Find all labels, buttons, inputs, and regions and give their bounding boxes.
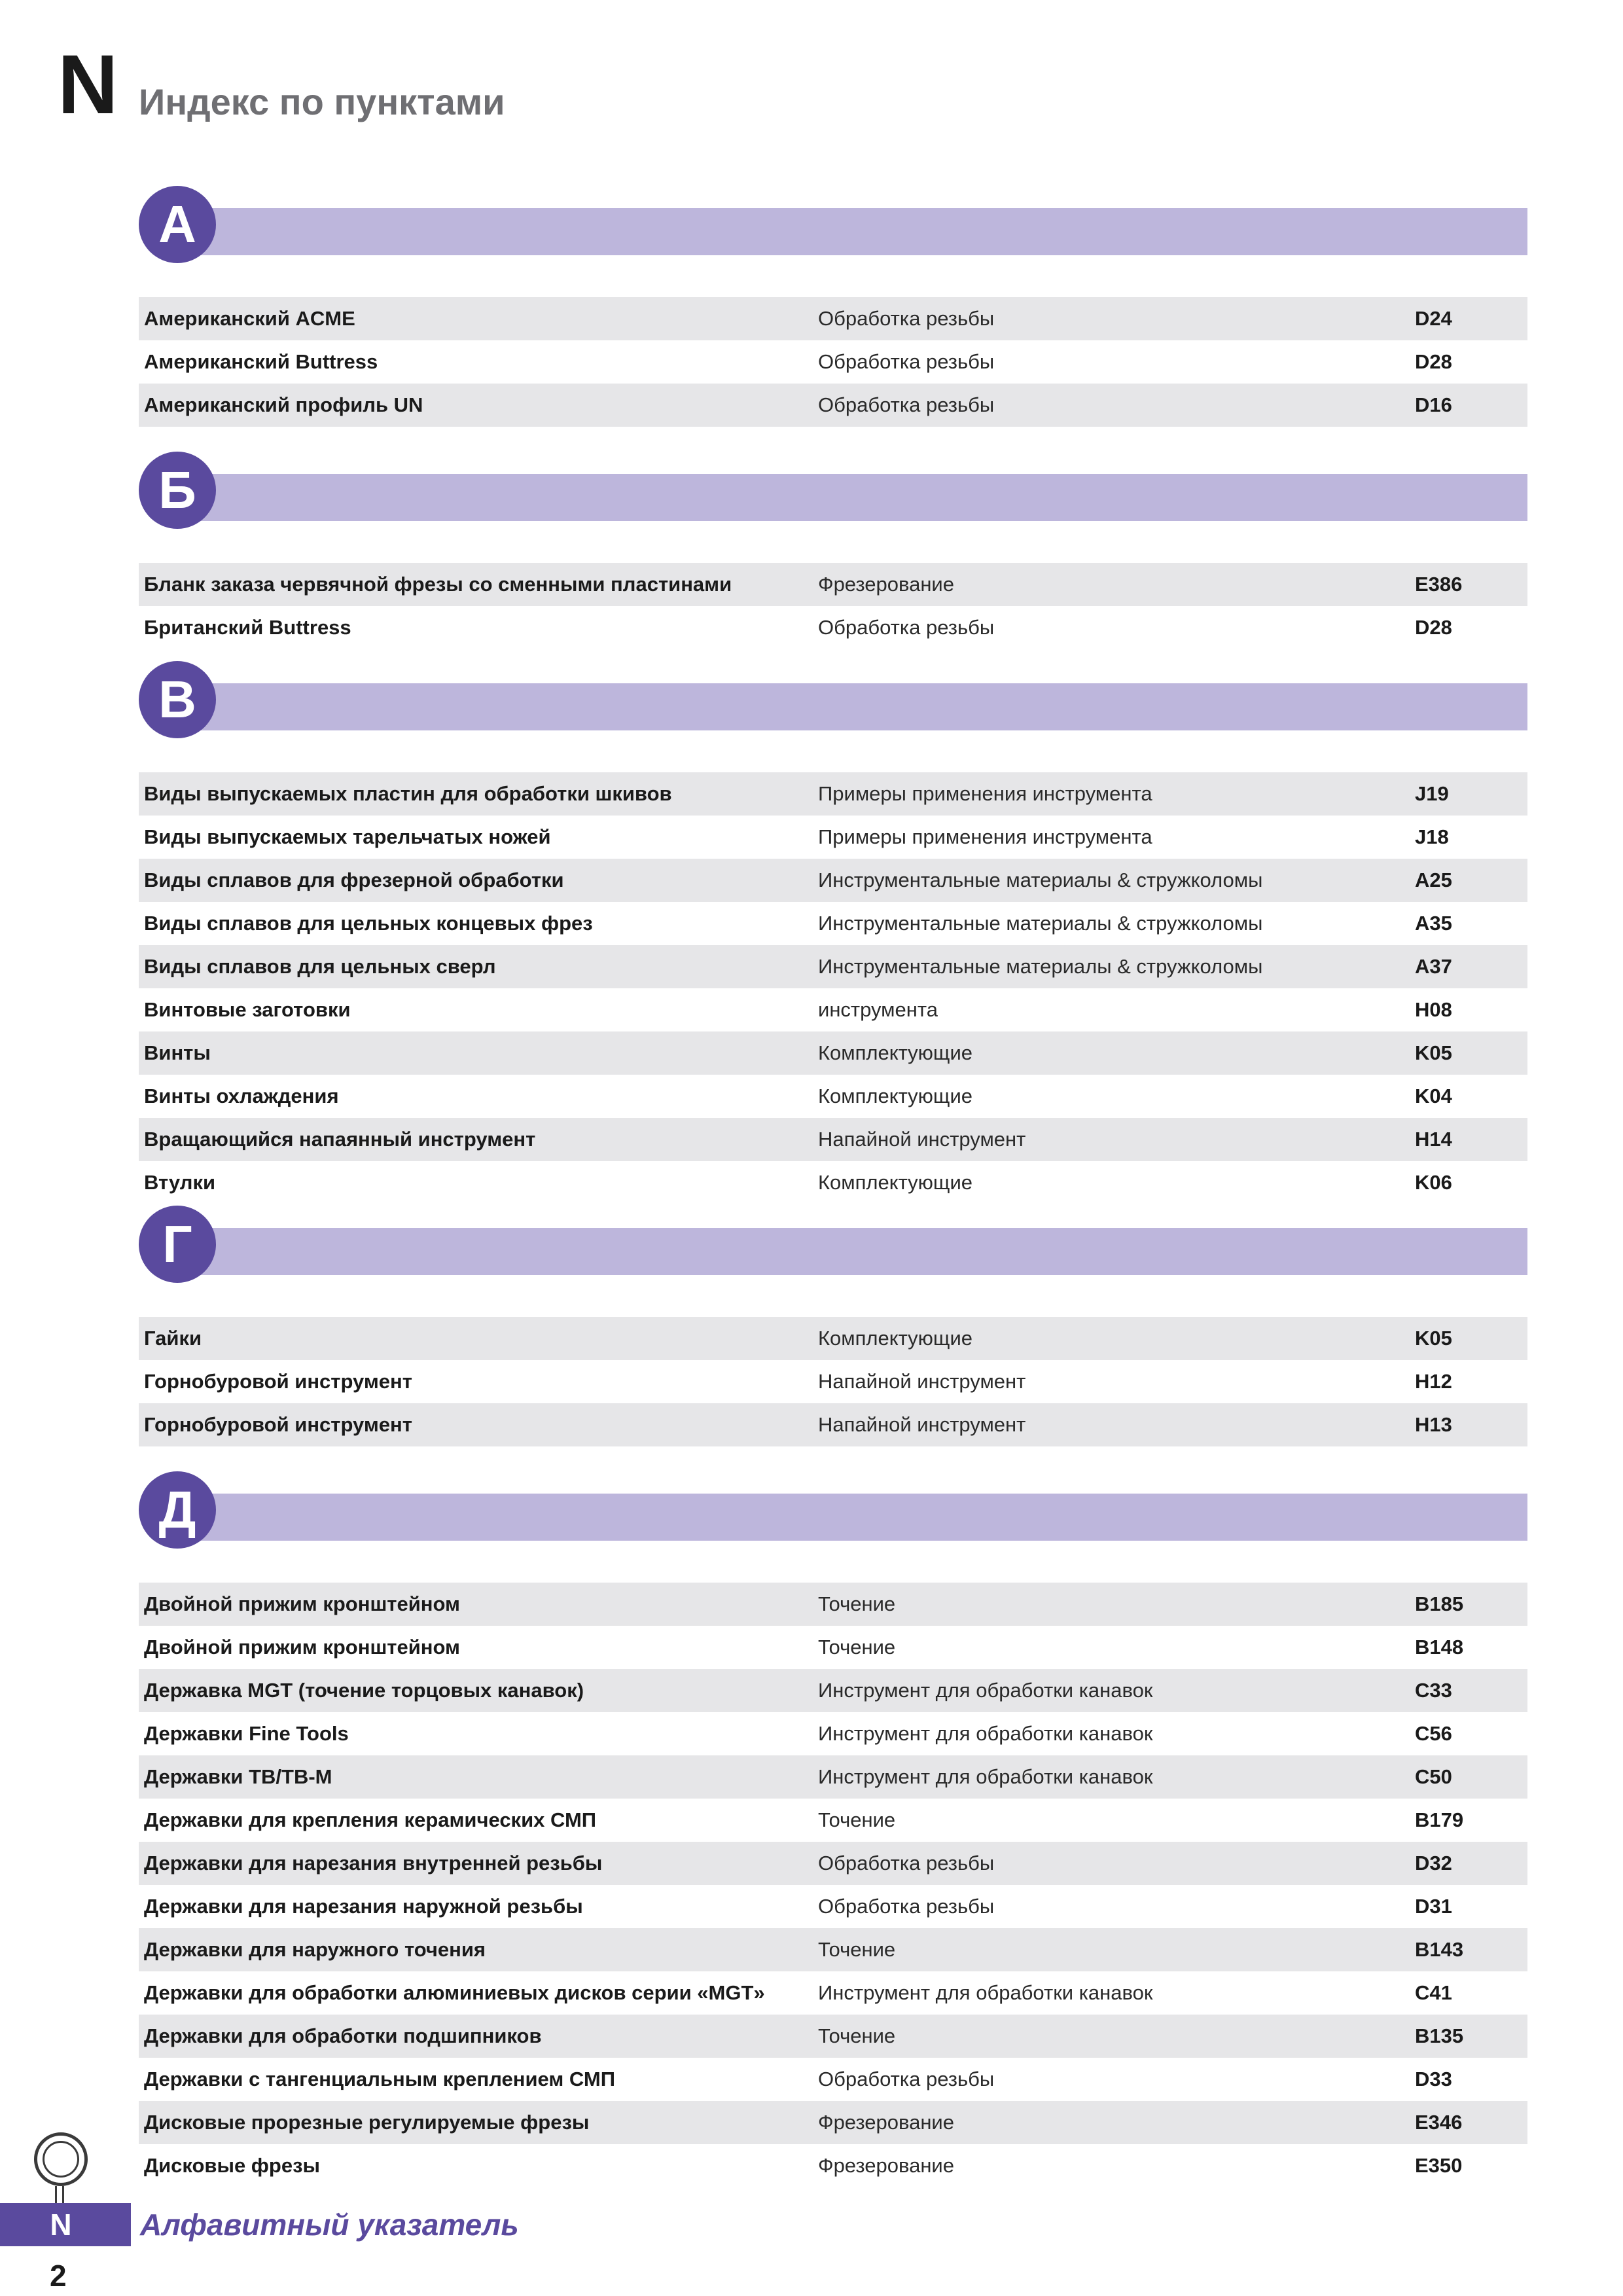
table-row <box>139 1755 1527 1799</box>
entry-name: Двойной прижим кронштейном <box>144 1636 460 1659</box>
entry-category: Фрезерование <box>818 2154 954 2177</box>
index-table <box>139 297 1527 427</box>
page-title: Индекс по пунктами <box>139 81 505 122</box>
index-table <box>139 563 1527 649</box>
entry-category: Напайной инструмент <box>818 1128 1026 1151</box>
index-section <box>139 186 1527 427</box>
section-header <box>139 661 1527 738</box>
entry-name: Державки Fine Tools <box>144 1722 349 1745</box>
table-row <box>139 1317 1527 1360</box>
entry-category: Точение <box>818 1636 896 1659</box>
table-row <box>139 1842 1527 1885</box>
table-row <box>139 1075 1527 1118</box>
entry-category: Фрезерование <box>818 573 954 596</box>
entry-category: Комплектующие <box>818 1171 972 1194</box>
table-row <box>139 2015 1527 2058</box>
table-row <box>139 902 1527 945</box>
entry-name: Державки для крепления керамических СМП <box>144 1808 597 1831</box>
entry-name: Державка MGT (точение торцовых канавок) <box>144 1679 584 1702</box>
entry-category: Инструмент для обработки канавок <box>818 1679 1153 1702</box>
entry-category: Точение <box>818 1592 896 1615</box>
entry-category: Инструмент для обработки канавок <box>818 1765 1153 1788</box>
table-row <box>139 1583 1527 1626</box>
index-section <box>139 1206 1527 1446</box>
table-row <box>139 859 1527 902</box>
table-row <box>139 340 1527 384</box>
section-header-bar <box>178 208 1527 255</box>
entry-name: Бланк заказа червячной фрезы со сменными пластинами <box>144 573 732 596</box>
entry-name: Горнобуровой инструмент <box>144 1370 412 1393</box>
index-table <box>139 1583 1527 2187</box>
entry-name: Винты охлаждения <box>144 1085 339 1107</box>
table-row <box>139 816 1527 859</box>
entry-category: Напайной инструмент <box>818 1370 1026 1393</box>
index-table <box>139 772 1527 1204</box>
table-row <box>139 1712 1527 1755</box>
entry-page-ref: B179 <box>1415 1808 1464 1831</box>
entry-name: Державки для нарезания наружной резьбы <box>144 1895 583 1918</box>
table-row <box>139 945 1527 988</box>
entry-category: Обработка резьбы <box>818 616 995 639</box>
section-header-bar <box>178 1228 1527 1275</box>
entry-category: Комплектующие <box>818 1085 972 1107</box>
table-row <box>139 1626 1527 1669</box>
entry-page-ref: B148 <box>1415 1636 1464 1659</box>
section-letter-badge: Б <box>139 452 216 529</box>
entry-page-ref: C56 <box>1415 1722 1452 1745</box>
table-row <box>139 772 1527 816</box>
entry-page-ref: J18 <box>1415 825 1449 848</box>
entry-category: Фрезерование <box>818 2111 954 2134</box>
entry-name: Двойной прижим кронштейном <box>144 1592 460 1615</box>
entry-page-ref: A35 <box>1415 912 1452 935</box>
entry-category: Обработка резьбы <box>818 1852 995 1874</box>
entry-category: Инструментальные материалы & стружколомы <box>818 955 1263 978</box>
section-header <box>139 1471 1527 1549</box>
entry-name: Американский профиль UN <box>144 393 423 416</box>
table-row <box>139 384 1527 427</box>
entry-category: Точение <box>818 1808 896 1831</box>
entry-name: Винтовые заготовки <box>144 998 351 1021</box>
entry-page-ref: A25 <box>1415 869 1452 891</box>
table-row <box>139 2058 1527 2101</box>
table-row <box>139 1799 1527 1842</box>
index-table <box>139 1317 1527 1446</box>
entry-category: Комплектующие <box>818 1041 972 1064</box>
entry-page-ref: D28 <box>1415 616 1452 639</box>
footer-chapter-badge: N <box>0 2203 131 2246</box>
entry-name: Британский Buttress <box>144 616 351 639</box>
entry-page-ref: H12 <box>1415 1370 1452 1393</box>
entry-page-ref: B143 <box>1415 1938 1464 1961</box>
entry-name: Виды выпускаемых пластин для обработки шкивов <box>144 782 672 805</box>
entry-category: Инструмент для обработки канавок <box>818 1722 1153 1745</box>
section-letter-badge: А <box>139 186 216 263</box>
entry-page-ref: K06 <box>1415 1171 1452 1194</box>
entry-name: Виды сплавов для цельных концевых фрез <box>144 912 593 935</box>
entry-name: Державки для обработки подшипников <box>144 2024 542 2047</box>
section-letter-badge: Д <box>139 1471 216 1549</box>
index-section <box>139 452 1527 649</box>
section-letter-badge: Г <box>139 1206 216 1283</box>
entry-category: Точение <box>818 2024 896 2047</box>
table-row <box>139 1403 1527 1446</box>
section-letter-badge: В <box>139 661 216 738</box>
footer-chapter-label: Алфавитный указатель <box>140 2208 519 2242</box>
section-header <box>139 186 1527 263</box>
entry-name: Виды сплавов для цельных сверл <box>144 955 496 978</box>
index-section <box>139 661 1527 1204</box>
entry-category: Обработка резьбы <box>818 350 995 373</box>
entry-name: Вращающийся напаянный инструмент <box>144 1128 536 1151</box>
entry-name: Американский ACME <box>144 307 355 330</box>
entry-category: Обработка резьбы <box>818 393 995 416</box>
entry-name: Виды сплавов для фрезерной обработки <box>144 869 564 891</box>
table-row <box>139 1885 1527 1928</box>
entry-name: Дисковые фрезы <box>144 2154 320 2177</box>
entry-page-ref: H08 <box>1415 998 1452 1021</box>
entry-name: Державки с тангенциальным креплением СМП <box>144 2068 615 2090</box>
entry-category: Комплектующие <box>818 1327 972 1350</box>
entry-page-ref: C41 <box>1415 1981 1452 2004</box>
entry-page-ref: A37 <box>1415 955 1452 978</box>
section-header-bar <box>178 683 1527 730</box>
entry-name: Дисковые прорезные регулируемые фрезы <box>144 2111 590 2134</box>
entry-category: Напайной инструмент <box>818 1413 1026 1436</box>
entry-page-ref: H13 <box>1415 1413 1452 1436</box>
entry-page-ref: K05 <box>1415 1327 1452 1350</box>
entry-page-ref: D33 <box>1415 2068 1452 2090</box>
index-section <box>139 1471 1527 2187</box>
table-row <box>139 1161 1527 1204</box>
ring-binder-stem <box>55 2186 64 2203</box>
table-row <box>139 1031 1527 1075</box>
table-row <box>139 297 1527 340</box>
entry-category: Инструментальные материалы & стружколомы <box>818 869 1263 891</box>
entry-page-ref: D32 <box>1415 1852 1452 1874</box>
section-header <box>139 1206 1527 1283</box>
entry-name: Горнобуровой инструмент <box>144 1413 412 1436</box>
entry-name: Державки TB/TB-M <box>144 1765 332 1788</box>
table-row <box>139 2144 1527 2187</box>
section-header-bar <box>178 474 1527 521</box>
entry-name: Гайки <box>144 1327 202 1350</box>
table-row <box>139 1360 1527 1403</box>
entry-page-ref: B135 <box>1415 2024 1464 2047</box>
chapter-letter: N <box>58 38 118 132</box>
entry-page-ref: K04 <box>1415 1085 1452 1107</box>
table-row <box>139 563 1527 606</box>
entry-name: Винты <box>144 1041 211 1064</box>
table-row <box>139 988 1527 1031</box>
section-header-bar <box>178 1494 1527 1541</box>
entry-page-ref: C50 <box>1415 1765 1452 1788</box>
entry-category: Точение <box>818 1938 896 1961</box>
table-row <box>139 2101 1527 2144</box>
entry-page-ref: C33 <box>1415 1679 1452 1702</box>
section-header <box>139 452 1527 529</box>
entry-page-ref: E386 <box>1415 573 1463 596</box>
entry-name: Американский Buttress <box>144 350 378 373</box>
entry-page-ref: D16 <box>1415 393 1452 416</box>
entry-name: Втулки <box>144 1171 216 1194</box>
entry-page-ref: E346 <box>1415 2111 1463 2134</box>
ring-binder-icon <box>34 2132 88 2186</box>
entry-page-ref: E350 <box>1415 2154 1463 2177</box>
entry-name: Державки для наружного точения <box>144 1938 486 1961</box>
entry-page-ref: D31 <box>1415 1895 1452 1918</box>
entry-page-ref: K05 <box>1415 1041 1452 1064</box>
entry-category: Обработка резьбы <box>818 1895 995 1918</box>
table-row <box>139 1928 1527 1971</box>
entry-category: Инструментальные материалы & стружколомы <box>818 912 1263 935</box>
entry-page-ref: D24 <box>1415 307 1452 330</box>
entry-category: Примеры применения инструмента <box>818 782 1152 805</box>
table-row <box>139 1971 1527 2015</box>
entry-category: Обработка резьбы <box>818 307 995 330</box>
entry-page-ref: J19 <box>1415 782 1449 805</box>
entry-category: инструмента <box>818 998 938 1021</box>
entry-name: Державки для обработки алюминиевых дисков серии «MGT» <box>144 1981 765 2004</box>
table-row <box>139 606 1527 649</box>
page-number: 2 <box>50 2259 67 2293</box>
entry-page-ref: B185 <box>1415 1592 1464 1615</box>
entry-category: Обработка резьбы <box>818 2068 995 2090</box>
entry-name: Державки для нарезания внутренней резьбы <box>144 1852 603 1874</box>
entry-page-ref: H14 <box>1415 1128 1452 1151</box>
entry-category: Примеры применения инструмента <box>818 825 1152 848</box>
table-row <box>139 1669 1527 1712</box>
entry-name: Виды выпускаемых тарельчатых ножей <box>144 825 551 848</box>
entry-category: Инструмент для обработки канавок <box>818 1981 1153 2004</box>
entry-page-ref: D28 <box>1415 350 1452 373</box>
table-row <box>139 1118 1527 1161</box>
